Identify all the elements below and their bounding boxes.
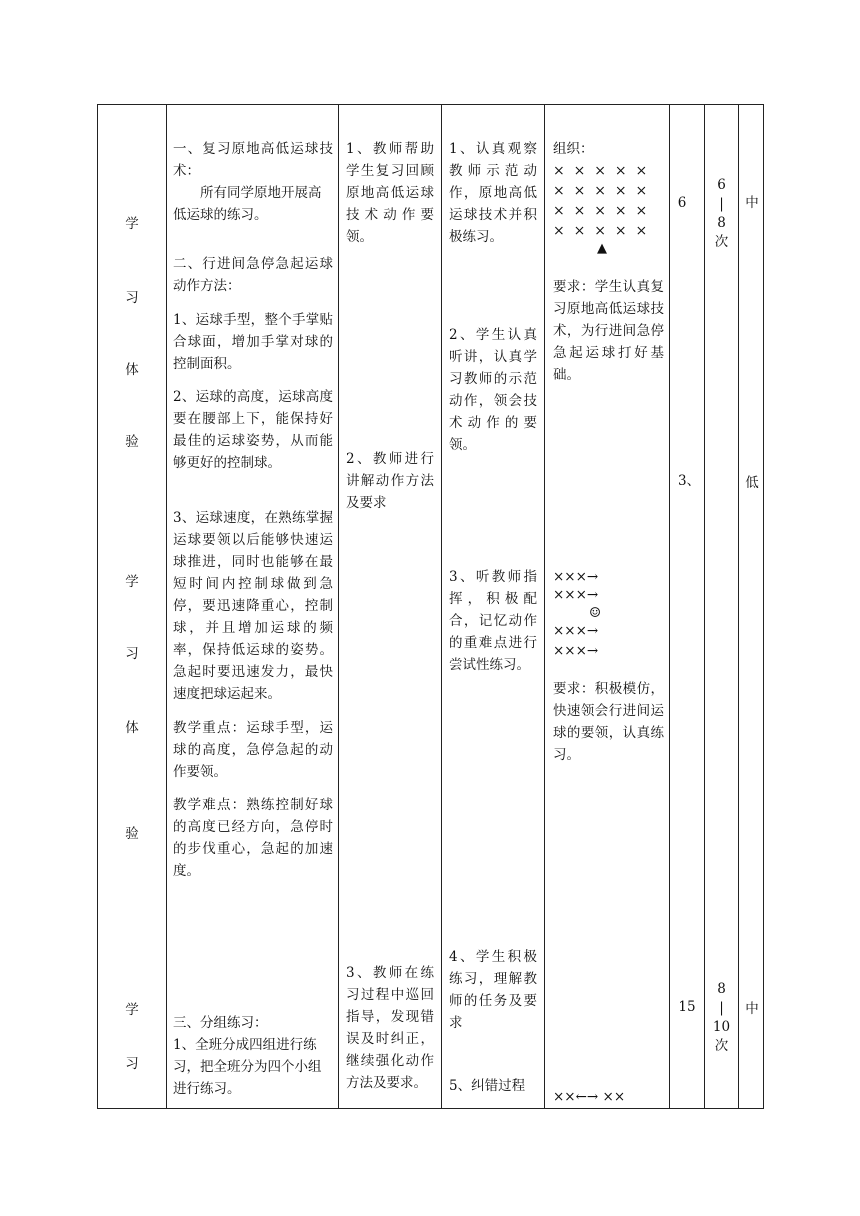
table-bottom-border: [97, 1108, 763, 1109]
formation-row: × × × × ×: [553, 163, 648, 179]
hand-shape-text: 1、运球手型，整个手掌贴合球面，增加手掌对球的控制面积。: [173, 312, 333, 372]
repetition-cell-1: [705, 176, 738, 252]
organization-label: 组织：: [553, 141, 594, 157]
review-body: [173, 182, 333, 226]
line-formation-row: ×××→: [553, 587, 599, 603]
section-char: 习: [125, 1056, 139, 1072]
repetition-max: 8: [717, 215, 726, 231]
review-body-text: 所有同学原地开展高低运球的练习。: [173, 185, 322, 223]
bottom-formation-row: ××←→ ××: [553, 1089, 626, 1105]
student-activity-4: 4、学生积极练习，理解教师的任务及要求: [449, 949, 537, 1031]
repetition-min: 6: [717, 177, 726, 193]
repetition-dash: |: [719, 196, 724, 212]
section-char: 体: [125, 720, 139, 736]
teacher-activity-3: 3、教师在练习过程中巡回指导，发现错误及时纠正，继续强化动作方法及要求。: [346, 965, 434, 1091]
repetition-unit: 次: [714, 1038, 729, 1054]
teacher-activity-2: 2、教师进行讲解动作方法及要求: [346, 451, 434, 511]
section-char: 习: [125, 290, 139, 306]
col-border-7: [738, 104, 739, 1109]
method-title: 二、行进间急停急起运球动作方法：: [173, 256, 333, 294]
teacher-smiley-icon: ☺: [589, 605, 602, 621]
requirement-1: 要求：学生认真复习原地高低运球技术，为行进间急停急起运球打好基础。: [553, 279, 664, 383]
review-title: 一、复习原地高低运球技术：: [173, 141, 333, 179]
section-char: 学: [125, 574, 139, 590]
repetition-dash: |: [719, 1000, 724, 1016]
repetition-max: 10: [712, 1019, 731, 1035]
line-formation-row: ×××→: [553, 623, 599, 639]
col-border-4: [544, 104, 545, 1109]
time-value: 15: [678, 999, 696, 1015]
line-formation-row: ×××→: [553, 569, 599, 585]
col-border-0: [97, 104, 98, 1109]
repetition-min: 8: [717, 981, 726, 997]
teaching-focus-text: 教学重点：运球手型，运球的高度，急停急起的动作要领。: [173, 720, 333, 780]
section-char: 习: [125, 646, 139, 662]
section-char: 验: [125, 434, 139, 450]
section-char: 验: [125, 826, 139, 842]
teacher-position-triangle: ▲: [597, 241, 607, 256]
repetition-cell-2: [705, 980, 738, 1056]
time-value: 3、: [678, 473, 701, 489]
intensity-value: 中: [745, 1001, 759, 1017]
student-activity-1: 1、认真观察教师示范动作，原地高低运球技术并积极练习。: [449, 141, 537, 245]
intensity-value: 低: [745, 475, 759, 491]
section-char: 学: [125, 216, 139, 232]
student-activity-2: 2、学生认真听讲，认真学习教师的示范动作，领会技术动作的要领。: [449, 327, 537, 453]
requirement-2: 要求：积极模仿，快速领会行进间运球的要领，认真练习。: [553, 681, 664, 763]
col-border-1: [166, 104, 167, 1109]
col-border-5: [669, 104, 670, 1109]
teaching-difficulty-text: 教学难点：熟练控制好球的高度已经方向，急停时的步伐重心，急起的加速度。: [173, 797, 333, 879]
dribble-height-text: 2、运球的高度，运球高度要在腰部上下，能保持好最佳的运球姿势，从而能够更好的控制球。: [173, 389, 333, 471]
student-activity-5: 5、纠错过程: [449, 1078, 526, 1094]
intensity-value: 中: [745, 195, 759, 211]
group-practice-text: 三、分组练习： 1、全班分成四组进行练习，把全班分为四个小组进行练习。: [173, 1015, 322, 1097]
formation-row: × × × × ×: [553, 223, 648, 239]
teacher-activity-1: 1、教师帮助学生复习回顾原地高低运球技术动作要领。: [346, 141, 434, 245]
section-char: 学: [125, 1002, 139, 1018]
student-activity-3: 3、听教师指挥，积极配合，记忆动作的重难点进行尝试性练习。: [449, 569, 537, 673]
line-formation-row: ×××→: [553, 643, 599, 659]
col-border-6: [704, 104, 705, 1109]
dribble-speed-text: 3、运球速度，在熟练掌握运球要领以后能够快速运球推进，同时也能够在最短时间内控制球做到急停，要迅速降重心，控制球，并且增加运球的频率，保持低运球的姿势。急起时要迅速发力，最快速度把球运起来。: [173, 510, 333, 702]
repetition-unit: 次: [714, 234, 729, 250]
table-top-border: [97, 104, 763, 105]
section-char: 体: [125, 362, 139, 378]
col-border-2: [338, 104, 339, 1109]
time-value: 6: [677, 195, 687, 211]
col-border-8: [763, 104, 764, 1109]
formation-row: × × × × ×: [553, 203, 648, 219]
formation-row: × × × × ×: [553, 183, 648, 199]
col-border-3: [441, 104, 442, 1109]
